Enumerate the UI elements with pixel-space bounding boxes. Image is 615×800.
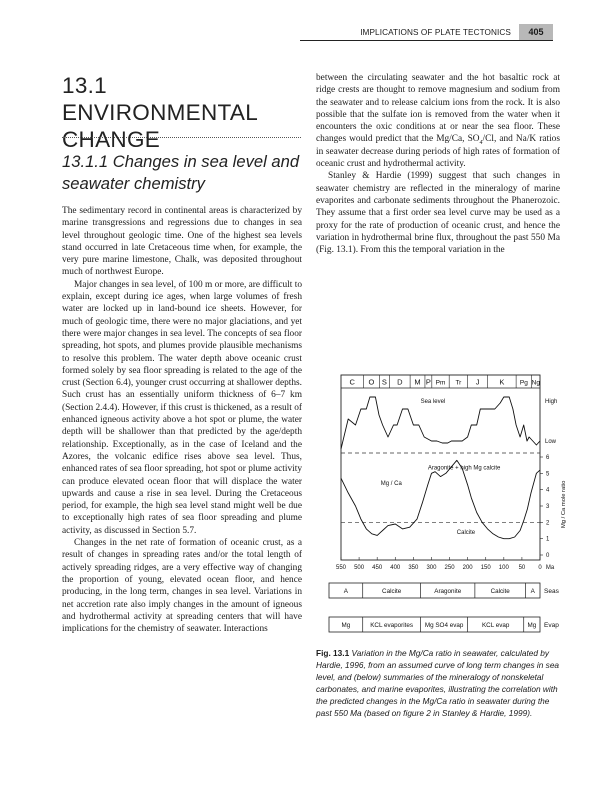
caption-text: Variation in the Mg/Ca ratio in seawater, calculated by Hardie, 1996, from an assumed curve of long term changes in sea level, and (below) summaries of the mineralogy of nonskeletal carbonates, and marine evaporites, illustrating the correlation with the predicted changes in the Mg/Ca ratio in seawater during the past 550 Ma (based on figure 2 in Stanley & Hardie, 1999).	[316, 648, 560, 718]
x-tick-label: 250	[444, 565, 455, 571]
y-tick-label: 4	[546, 487, 550, 494]
x-tick-label: 150	[480, 565, 491, 571]
evap-band-segment: KCL evap	[481, 621, 510, 629]
right-column	[316, 72, 560, 256]
x-tick-label: 350	[408, 565, 419, 571]
paragraph-1: The sedimentary record in continental areas is characterized by marine transgressions and regressions due to changes in sea level throughout geologic time. One of the highest sea levels stand occurred in late Cretaceous time when, for example, the very pure marine limestone, Chalk, was deposited throughout much of northwest Europe.	[62, 206, 302, 278]
x-tick-label: 450	[372, 565, 383, 571]
seas-band-segment: A	[343, 587, 348, 595]
seas-band-label: Seas	[544, 587, 559, 595]
running-header	[300, 24, 553, 41]
section-heading: 13.1 ENVIRONMENTAL CHANGE	[62, 73, 258, 152]
calcite-label: Calcite	[456, 529, 476, 536]
y-tick-label: 6	[546, 455, 550, 461]
y-tick-label: 5	[546, 471, 550, 478]
figure-caption	[316, 647, 561, 719]
mgca-label: Mg / Ca	[380, 480, 402, 487]
paragraph-4	[316, 72, 560, 170]
period-label-K: K	[499, 377, 505, 387]
x-tick-label: 500	[354, 565, 365, 571]
y-tick-label: 0	[546, 553, 550, 559]
x-tick-label: 100	[498, 565, 509, 571]
sea-level-high-label: High	[545, 399, 558, 405]
x-tick-label: 300	[426, 565, 437, 571]
y-tick-label: 3	[546, 504, 550, 510]
period-label-O: O	[368, 377, 375, 387]
x-tick-label: 400	[390, 565, 401, 571]
evap-band-segment: Mg	[341, 621, 351, 629]
period-label-Pg: Pg	[519, 379, 528, 387]
x-tick-label: 200	[462, 565, 473, 571]
paragraph-4-text-a: between the circulating seawater and the hot basaltic rock at ridge crests are thought to remove magnesium and sodium from the seawater and to release calcium ions from the rock. It is also possible that the sulfate ion is removed from the water when it encounters the oxic conditions at or near the sea floor. These changes would predict that the Mg/Ca, SO	[316, 73, 560, 145]
period-label-J: J	[475, 377, 480, 387]
mgca-sea-level-chart	[314, 365, 576, 641]
caption-label: Fig. 13.1	[316, 648, 350, 658]
x-tick-label: 550	[335, 565, 347, 571]
paragraph-5: Stanley & Hardie (1999) suggest that such changes in seawater chemistry are reflected in the mineralogy of marine evaporites and carbonate sediments throughout the Phanerozoic. They assume that a first order sea level curve may be used as a proxy for the rate of production of oceanic crust, and hence the variation in hydrothermal brine flux, throughout the past 550 Ma (Fig. 13.1). From this the temporal variation in the	[316, 171, 560, 256]
sea-level-low-label: Low	[545, 439, 557, 445]
seas-band-segment: Calcite	[382, 587, 402, 595]
period-label-M: M	[414, 377, 421, 387]
paragraph-3: Changes in the net rate of formation of oceanic crust, as a result of changes in spreading rates and/or the total length of actively spreading ridges, are a very effective way of changing the proportion of young, elevated ocean floor, and hence producing, in the long term, changes in sea level. Variations in net accretion rate also imply changes in the amount of igneous and hydrothermal activity at spreading centers that will have implications for the chemistry of seawater. Interactions	[62, 538, 302, 635]
y-axis-title: Mg / Ca mole ratio	[561, 480, 567, 529]
mgca-curve	[341, 460, 540, 538]
heading-divider	[62, 137, 301, 138]
evap-band-segment: Mg	[527, 621, 537, 629]
paragraph-4-subscript: 4	[479, 140, 483, 147]
y-tick-label: 1	[546, 536, 550, 543]
period-label-S: S	[381, 377, 387, 387]
seas-band-segment: Calcite	[490, 587, 510, 595]
left-column	[62, 205, 302, 635]
paragraph-4-text-b: /Cl, and Na/K ratios in seawater decrease during periods of high rates of formation of oceanic crust and hydrothermal activity.	[316, 134, 560, 170]
period-label-C: C	[349, 377, 355, 387]
evap-band-segment: Mg SO4 evap	[424, 621, 464, 629]
x-tick-label: 0	[538, 565, 542, 571]
paragraph-2: Major changes in sea level, of 100 m or more, are difficult to explain, except during ice ages, when large volumes of fresh water are locked up in land-bound ice sheets. However, for much of geologic time, there were no major glaciations, and yet there were major changes in sea level. The concepts of sea floor spreading, hot spots, and plumes provide plausible mechanisms to resolve this problem. The water depth above oceanic crust formed solely by sea floor spreading is related to the age of the crust (Section 6.4), younger crust occurring at shallower depths. Such crust has an essentially uniform thickness of 6–7 km (Section 2.4.4). However, if this crust is thickened, as a result of enhanced igneous activity above a hot spot or plume, the water depth will be shallower than that predicted by the age/depth relationship. Exceptionally, as in the case of Iceland and the Azores, the volcanic edifice rises above sea level. Thus, enhanced rates of sea floor spreading, hot spot or plume activity can produce elevated ocean floor that will displace the water upwards and cause a rise in sea level. During the Cretaceous period, for example, the high sea level stand might well be due to exceptionally high rates of sea floor spreading and plume activity, as discussed in Section 5.7.	[62, 279, 302, 536]
x-axis-unit: Ma	[545, 565, 555, 571]
aragonite-label: Aragonite + high Mg calcite	[427, 465, 501, 472]
evap-band-label: Evap	[544, 621, 559, 629]
y-tick-label: 2	[546, 520, 550, 527]
period-label-D: D	[397, 377, 403, 387]
period-label-Tr: Tr	[455, 379, 462, 387]
figure-13-1	[314, 365, 576, 641]
subsection-heading: 13.1.1 Changes in sea level and seawater chemistry	[62, 152, 300, 193]
seas-band-segment: A	[530, 587, 535, 595]
seas-band-segment: Aragonite	[434, 587, 462, 595]
evap-band-segment: KCL evaporites	[370, 621, 414, 629]
period-label-P: P	[425, 377, 431, 387]
running-title: IMPLICATIONS OF PLATE TECTONICS	[360, 28, 511, 37]
sea-level-label: Sea level	[420, 399, 446, 405]
x-tick-label: 50	[518, 565, 526, 571]
period-label-Pm: Pm	[435, 379, 446, 387]
page-number: 405	[519, 24, 553, 40]
period-label-Ng: Ng	[531, 379, 540, 387]
